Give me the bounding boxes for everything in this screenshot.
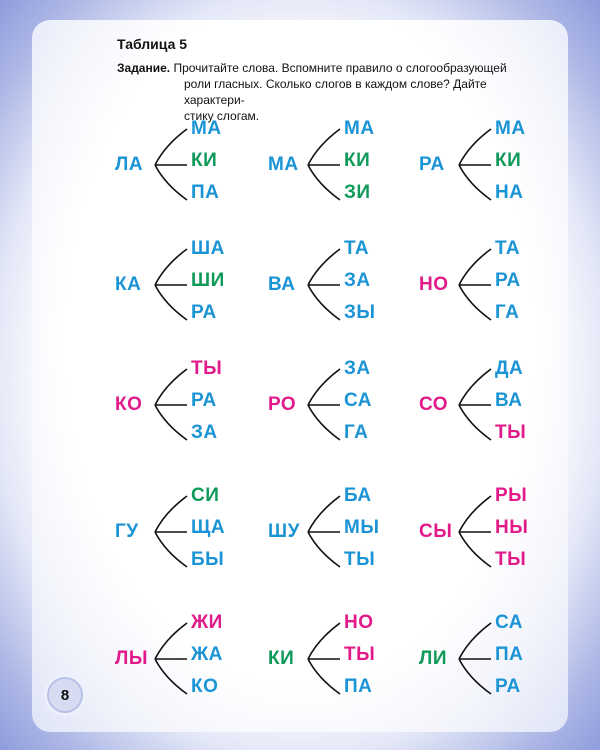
syllable-group [268,358,428,468]
ending-syllable: НЫ [495,517,529,538]
syllable-group [115,118,275,228]
fork-lines [419,612,499,712]
fork-lines [268,358,348,458]
stem-syllable: КА [115,274,142,295]
table-title: Таблица 5 [117,36,188,52]
ending-syllable: ВА [495,390,523,411]
fork-line [459,659,491,694]
fork-line [155,285,187,320]
fork-lines [115,238,195,338]
ending-syllable: МЫ [344,517,380,538]
ending-syllable: ТА [495,238,521,259]
fork-line [308,659,340,694]
task-instructions [117,60,537,124]
fork-lines [419,485,499,585]
ending-syllable: НА [495,182,524,203]
ending-syllable: СА [344,390,372,411]
syllable-group [115,358,275,468]
ending-syllable: ЗА [191,422,218,443]
task-line-1: Прочитайте слова. Вспомните правило о слогообразующей [173,61,507,75]
page-number: 8 [47,677,83,713]
ending-syllable: КИ [495,150,522,171]
fork-lines [419,118,499,218]
stem-syllable: ШУ [268,521,300,542]
ending-syllable: КИ [191,150,218,171]
ending-syllable: СА [495,612,523,633]
stem-syllable: НО [419,274,449,295]
ending-syllable: МА [344,118,375,139]
fork-line [459,249,491,285]
ending-syllable: БА [344,485,372,506]
fork-line [308,405,340,440]
fork-lines [419,238,499,338]
fork-line [308,165,340,200]
ending-syllable: СИ [191,485,220,506]
ending-syllable: КИ [344,150,371,171]
stem-syllable: КО [115,394,143,415]
ending-syllable: ЗА [344,358,371,379]
fork-line [459,405,491,440]
ending-syllable: ТЫ [344,644,376,665]
fork-line [155,405,187,440]
fork-line [155,369,187,405]
fork-line [155,249,187,285]
ending-syllable: ШИ [191,270,225,291]
syllable-group [419,485,579,595]
ending-syllable: НО [344,612,374,633]
fork-line [308,532,340,567]
stem-syllable: ЛИ [419,648,447,669]
fork-line [155,496,187,532]
fork-lines [268,118,348,218]
ending-syllable: ДА [495,358,524,379]
fork-lines [115,612,195,712]
fork-line [308,369,340,405]
syllable-group [419,238,579,348]
fork-line [155,532,187,567]
syllable-group [268,612,428,722]
ending-syllable: ПА [344,676,373,697]
ending-syllable: ГА [495,302,520,323]
ending-syllable: ЗЫ [344,302,376,323]
ending-syllable: РА [495,676,521,697]
task-label: Задание. [117,61,171,75]
fork-line [459,285,491,320]
ending-syllable: ПА [495,644,524,665]
fork-line [308,249,340,285]
stem-syllable: ЛЫ [115,648,148,669]
fork-line [308,129,340,165]
stem-syllable: СО [419,394,449,415]
ending-syllable: ЗИ [344,182,371,203]
fork-line [155,129,187,165]
ending-syllable: ГА [344,422,369,443]
ending-syllable: ЖА [191,644,223,665]
fork-line [459,532,491,567]
fork-line [155,165,187,200]
stem-syllable: КИ [268,648,295,669]
syllable-group [268,485,428,595]
fork-line [155,659,187,694]
task-line-2: роли гласных. Сколько слогов в каждом слове? Дайте характери- [184,77,487,107]
task-line-3: стику слогам. [184,109,260,123]
syllable-group [115,238,275,348]
stem-syllable: ВА [268,274,296,295]
fork-line [459,496,491,532]
fork-line [459,369,491,405]
ending-syllable: ТЫ [495,422,527,443]
fork-line [459,165,491,200]
ending-syllable: ПА [191,182,220,203]
ending-syllable: МА [495,118,526,139]
syllable-group [268,238,428,348]
fork-line [308,623,340,659]
ending-syllable: ТА [344,238,370,259]
ending-syllable: ТЫ [495,549,527,570]
fork-lines [115,358,195,458]
fork-lines [419,358,499,458]
stem-syllable: РО [268,394,297,415]
stem-syllable: ЛА [115,154,144,175]
ending-syllable: ЖИ [191,612,223,633]
fork-line [308,496,340,532]
ending-syllable: БЫ [191,549,225,570]
stem-syllable: ГУ [115,521,139,542]
syllable-group [419,118,579,228]
stem-syllable: СЫ [419,521,453,542]
syllable-group [419,612,579,722]
ending-syllable: РА [191,390,217,411]
syllable-group [115,612,275,722]
ending-syllable: ТЫ [191,358,223,379]
ending-syllable: РЫ [495,485,528,506]
syllable-group [115,485,275,595]
fork-lines [115,485,195,585]
fork-line [459,129,491,165]
ending-syllable: ЩА [191,517,226,538]
syllable-group [419,358,579,468]
ending-syllable: МА [191,118,222,139]
ending-syllable: ША [191,238,225,259]
ending-syllable: КО [191,676,219,697]
fork-lines [268,612,348,712]
fork-line [308,285,340,320]
fork-lines [115,118,195,218]
stem-syllable: РА [419,154,445,175]
fork-line [155,623,187,659]
fork-lines [268,238,348,338]
ending-syllable: ТЫ [344,549,376,570]
ending-syllable: ЗА [344,270,371,291]
stem-syllable: МА [268,154,299,175]
ending-syllable: РА [495,270,521,291]
syllable-group [268,118,428,228]
fork-line [459,623,491,659]
fork-lines [268,485,348,585]
ending-syllable: РА [191,302,217,323]
